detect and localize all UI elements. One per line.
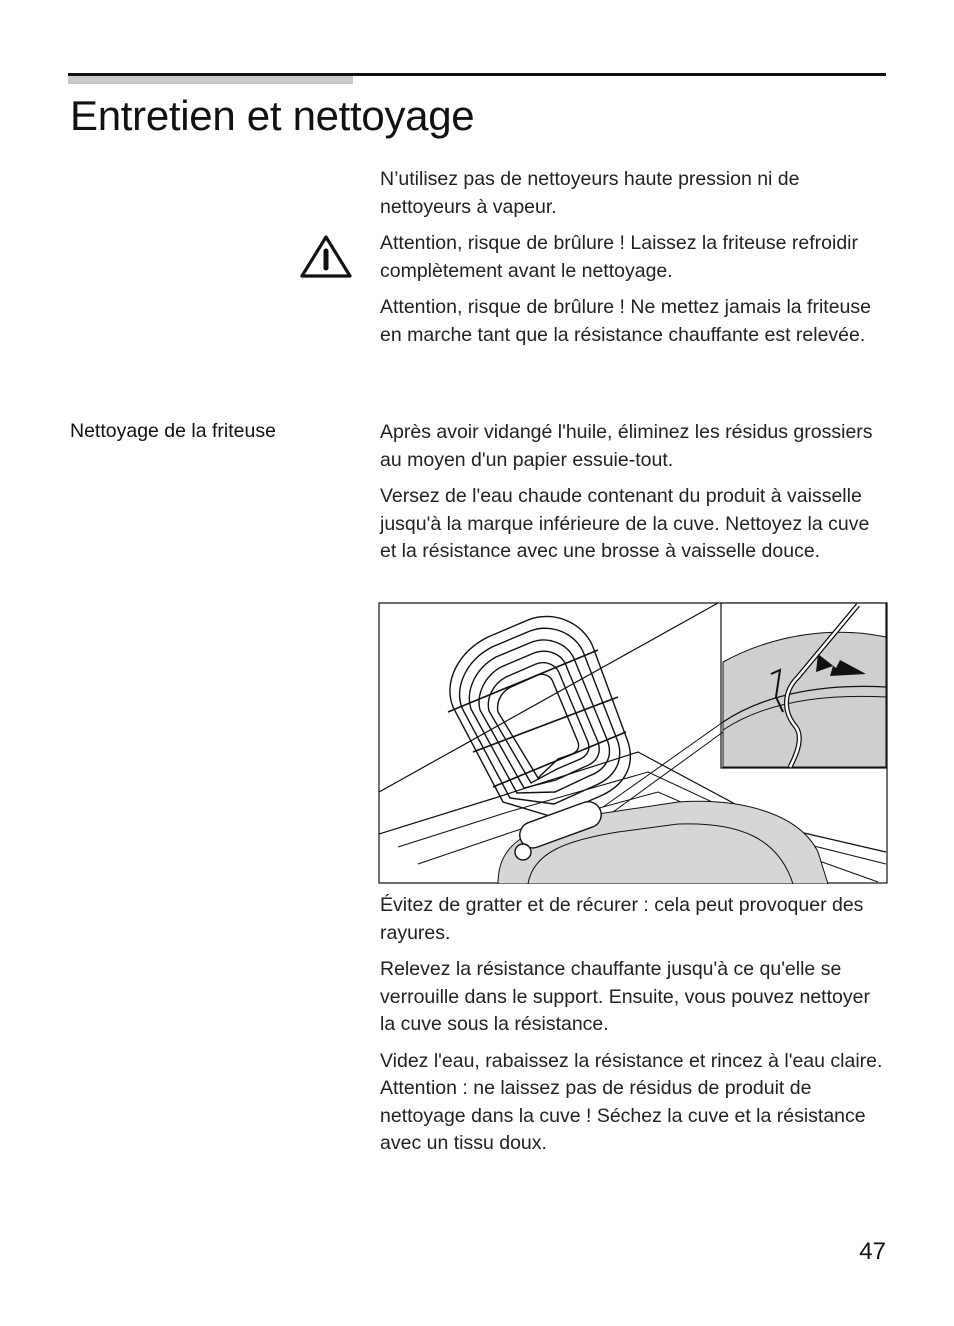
intro-block: [380, 166, 886, 358]
warning-triangle-icon: [298, 232, 354, 280]
page-number: 47: [859, 1238, 886, 1265]
section-text-after-figure: [380, 892, 886, 1167]
heating-element-illustration: [378, 602, 888, 884]
body-paragraph: Versez de l'eau chaude contenant du produit à vaisselle jusqu'à la marque inférieure de la cuve. Nettoyez la cuve et la résistance avec une brosse à vaisselle douce.: [380, 485, 870, 562]
body-paragraph: Évitez de gratter et de récurer : cela peut provoquer des rayures.: [380, 894, 864, 944]
page-title: Entretien et nettoyage: [70, 92, 475, 139]
warning-paragraph: Attention, risque de brûlure ! Ne mettez jamais la friteuse en marche tant que la résistance chauffante est relevée.: [380, 296, 871, 346]
section-heading: Nettoyage de la friteuse: [70, 420, 276, 442]
warning-paragraph: Attention, risque de brûlure ! Laissez la friteuse refroidir complètement avant le nettoyage.: [380, 232, 858, 282]
body-paragraph: Après avoir vidangé l'huile, éliminez les résidus grossiers au moyen d'un papier essuie-tout.: [380, 421, 873, 471]
header-accent-bar: [68, 76, 353, 84]
intro-paragraph: N’utilisez pas de nettoyeurs haute pression ni de nettoyeurs à vapeur.: [380, 168, 800, 218]
body-paragraph: Relevez la résistance chauffante jusqu'à ce qu'elle se verrouille dans le support. Ensuite, vous pouvez nettoyer la cuve sous la résistance.: [380, 958, 870, 1035]
body-paragraph: Videz l'eau, rabaissez la résistance et rincez à l'eau claire. Attention : ne laissez pas de résidus de produit de nettoyage dans la cuve ! Séchez la cuve et la résistance avec un tissu doux.: [380, 1049, 883, 1154]
section-text-before-figure: [380, 419, 886, 575]
